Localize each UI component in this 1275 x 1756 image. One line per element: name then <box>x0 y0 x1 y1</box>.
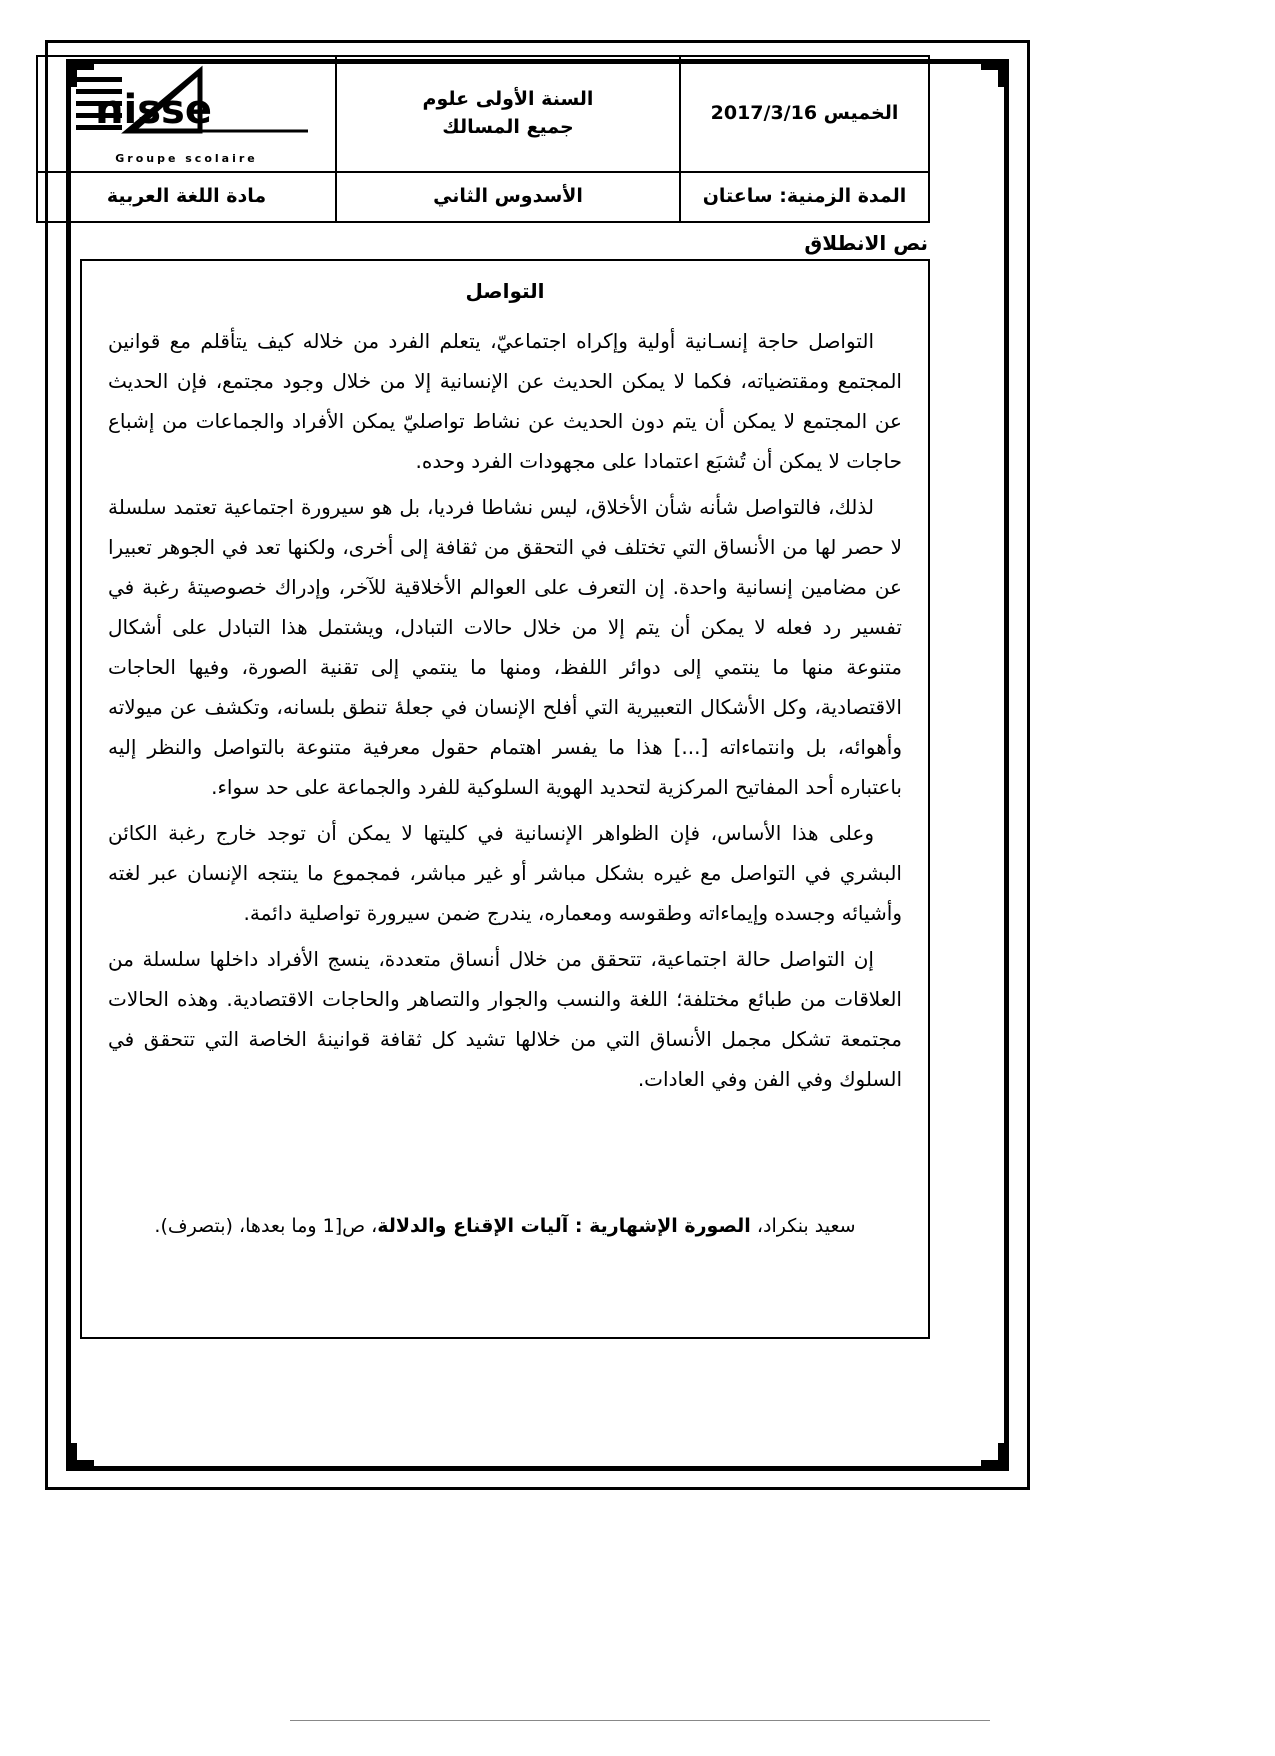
exam-header-table <box>36 55 930 223</box>
logo-icon <box>62 65 312 153</box>
exam-subject-cell: مادة اللغة العربية <box>37 172 336 222</box>
corner-mark-bottom-left <box>68 1443 94 1469</box>
source-title: الصورة الإشهارية : آليات الإقناع والدلالة <box>377 1214 751 1237</box>
exam-date-cell: الخميس 2017/3/16 <box>680 56 929 172</box>
exam-level-line1: السنة الأولى علوم <box>422 88 594 111</box>
text-title: التواصل <box>465 278 545 303</box>
exam-sheet-content <box>80 55 930 1339</box>
exam-term-cell: الأسدوس الثاني <box>336 172 680 222</box>
text-paragraph: وعلى هذا الأساس، فإن الظواهر الإنسانية في كليتها لا يمكن أن توجد خارج رغبة الكائن البشري في التواصل مع غيره بشكل مباشر أو غير مباشر، فمجموع ما ينتجه الإنسان عبر لغته وأشيائه وجسده وإيماءاته وطقوسه ومعماره، يندرج ضمن سيرورة تواصلية دائمة. <box>108 820 902 925</box>
reading-text-box <box>80 259 930 1339</box>
source-author: سعيد بنكراد، <box>750 1214 856 1237</box>
corner-mark-top-right <box>981 61 1007 87</box>
exam-level-cell <box>336 56 680 172</box>
exam-level-line2: جميع المسالك <box>442 115 574 138</box>
text-paragraph: التواصل حاجة إنسـانية أولية وإكراه اجتماعيّ، يتعلم الفرد من خلاله كيف يتأقلم مع قوانين المجتمع ومقتضياته، فكما لا يمكن الحديث عن الإنسانية إلا من خلال وجود مجتمع، فإن الحديث عن المجتمع لا يمكن أن يتم دون الحديث عن نشاط تواصليّ يمكن الأفراد والجماعات من إشباع حاجات لا يمكن أن تُشبَع اعتمادا على مجهودات الفرد وحده. <box>108 328 902 473</box>
corner-mark-bottom-right <box>981 1443 1007 1469</box>
school-logo-cell <box>37 56 336 172</box>
school-logo-subtitle: Groupe scolaire <box>115 152 258 165</box>
page-bottom-rule <box>290 1720 990 1721</box>
svg-text:nisse: nisse <box>94 87 212 133</box>
school-logo <box>44 61 329 157</box>
exam-duration-cell: المدة الزمنية: ساعتان <box>680 172 929 222</box>
text-source-line <box>108 1209 902 1243</box>
source-reference: ، ص[1 وما بعدها، (بتصرف). <box>154 1214 378 1237</box>
text-paragraph: إن التواصل حالة اجتماعية، تتحقق من خلال أنساق متعددة، ينسج الأفراد داخلها سلسلة من العلاقات من طبائع مختلفة؛ اللغة والنسب والجوار والتصاهر والحاجات الاقتصادية. وهذه الحالات مجتمعة تشكل مجمل الأنساق التي من خلالها تشيد كل ثقافة قوانينهٔ الخاصة التي تتحقق في السلوك وفي الفن وفي العادات. <box>108 946 902 1091</box>
section-label-starting-text: نص الانطلاق <box>804 230 928 255</box>
header-row-bottom <box>37 172 929 222</box>
text-paragraph: لذلك، فالتواصل شأنه شأن الأخلاق، ليس نشاطا فرديا، بل هو سيرورة اجتماعية تعتمد سلسلة لا حصر لها من الأنساق التي تختلف في التحقق من ثقافة إلى أخرى، ولكنها تعد في الجوهر تعبيرا عن مضامين إنسانية واحدة. إن التعرف على العوالم الأخلاقية للآخر، وإدراك خصوصيتهٔ رغبة في تفسير رد فعله لا يمكن أن يتم إلا من خلال حالات التبادل، ويشتمل هذا التبادل على أشكال متنوعة منها ما ينتمي إلى دوائر اللفظ، ومنها ما ينتمي إلى تقنية الصورة، وفيها الحاجات الاقتصادية، وكل الأشكال التعبيرية التي أفلح الإنسان في جعلهٔ تنطق بلسانه، وتكشف عن ميولاته وأهوائه، بل وانتماءاته [...] هذا ما يفسر اهتمام حقول معرفية متنوعة بالتواصل والنظر إليه باعتباره أحد المفاتيح المركزية لتحديد الهوية السلوكية للفرد والجماعة على حد سواء. <box>108 494 902 799</box>
header-row-top <box>37 56 929 172</box>
